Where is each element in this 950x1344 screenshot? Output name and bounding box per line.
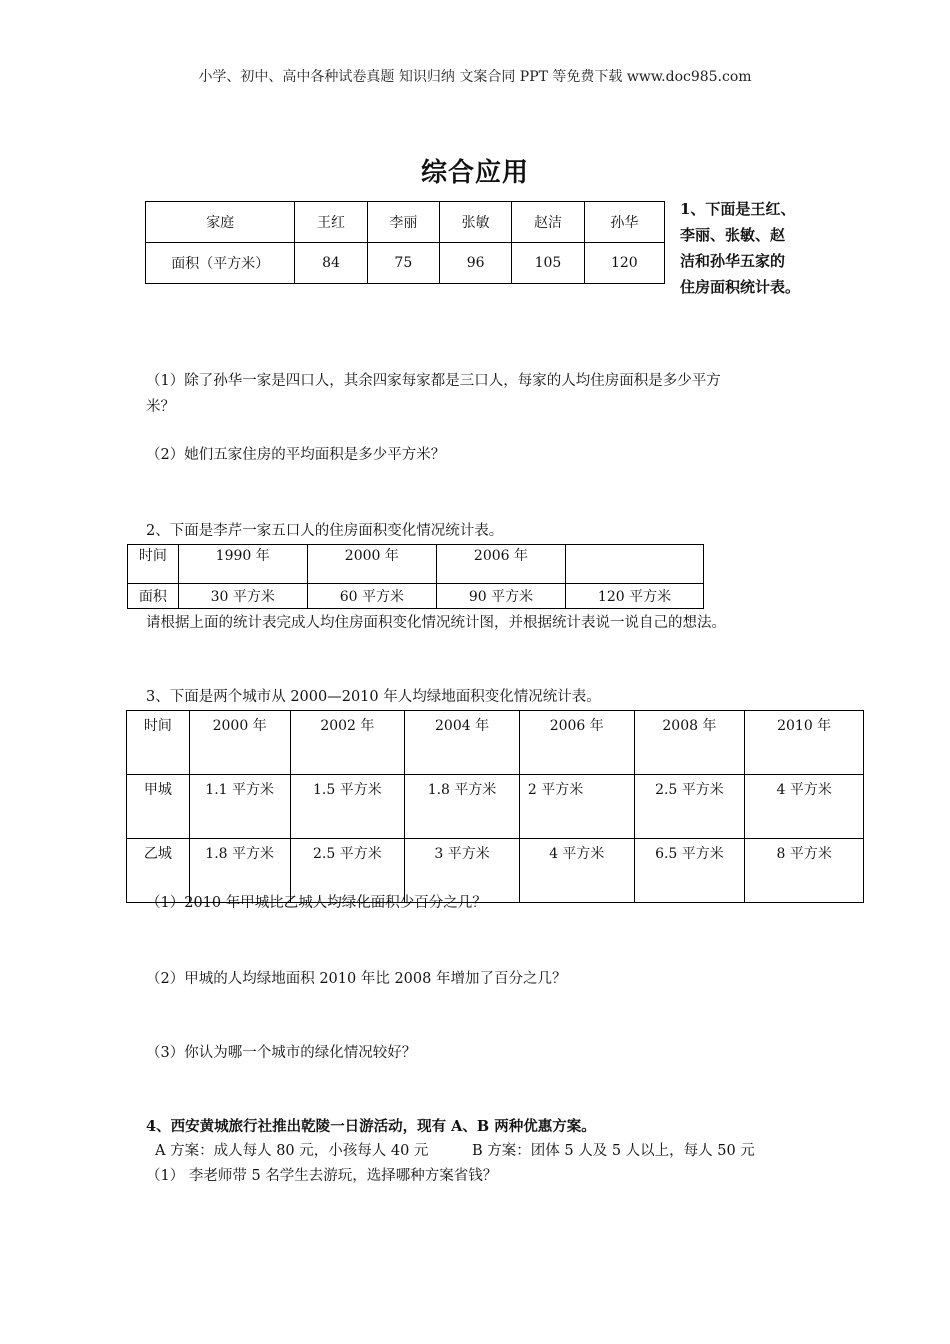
q2-heading: 2、下面是李芹一家五口人的住房面积变化情况统计表。 bbox=[146, 523, 504, 539]
table-row bbox=[146, 243, 665, 284]
table-cell: 4 平方米 bbox=[745, 775, 864, 839]
table-row bbox=[127, 711, 864, 775]
table-cell: 96 bbox=[439, 243, 511, 284]
q4-sub1: （1） 李老师带 5 名学生去游玩，选择哪种方案省钱？ bbox=[146, 1168, 498, 1184]
page-header: 小学、初中、高中各种试卷真题 知识归纳 文案合同 PPT 等免费下载 www.doc985.com bbox=[198, 69, 752, 85]
q3-heading: 3、下面是两个城市从 2000—2010 年人均绿地面积变化情况统计表。 bbox=[146, 689, 601, 705]
q1-heading-line: 住房面积统计表。 bbox=[680, 278, 801, 296]
table-cell: 赵洁 bbox=[512, 202, 584, 243]
q3-sub2: （2）甲城的人均绿地面积 2010 年比 2008 年增加了百分之几？ bbox=[146, 971, 567, 987]
table-cell: 90 平方米 bbox=[436, 584, 565, 609]
page-title: 综合应用 bbox=[420, 158, 529, 188]
table-cell: 3 平方米 bbox=[405, 839, 520, 903]
q3-table bbox=[126, 710, 864, 903]
table-cell: 面积 bbox=[128, 584, 179, 609]
table-row bbox=[127, 775, 864, 839]
table-cell: 60 平方米 bbox=[307, 584, 436, 609]
table-row bbox=[128, 584, 704, 609]
table-cell: 2004 年 bbox=[405, 711, 520, 775]
table-cell: 家庭 bbox=[146, 202, 295, 243]
table-cell: 1.8 平方米 bbox=[405, 775, 520, 839]
q1-heading-line: 洁和孙华五家的 bbox=[680, 252, 786, 270]
table-cell: 120 平方米 bbox=[566, 584, 704, 609]
table-cell: 84 bbox=[295, 243, 367, 284]
q4-plan-b: B 方案：团体 5 人及 5 人以上，每人 50 元 bbox=[472, 1143, 755, 1159]
table-cell: 1.1 平方米 bbox=[189, 775, 290, 839]
table-cell: 120 bbox=[584, 243, 664, 284]
q1-heading-line: 李丽、张敏、赵 bbox=[680, 226, 786, 244]
table-cell: 甲城 bbox=[127, 775, 190, 839]
table-cell: 4 平方米 bbox=[519, 839, 634, 903]
table-cell: 75 bbox=[367, 243, 439, 284]
table-cell: 1.8 平方米 bbox=[189, 839, 290, 903]
table-row bbox=[146, 202, 665, 243]
q4-heading: 4、西安黄城旅行社推出乾陵一日游活动，现有 A、B 两种优惠方案。 bbox=[146, 1118, 596, 1135]
table-cell: 2.5 平方米 bbox=[290, 839, 405, 903]
q3-sub3: （3）你认为哪一个城市的绿化情况较好？ bbox=[146, 1045, 417, 1061]
table-cell: 孙华 bbox=[584, 202, 664, 243]
table-cell: 2000 年 bbox=[307, 545, 436, 584]
table-cell: 2002 年 bbox=[290, 711, 405, 775]
table-cell: 时间 bbox=[127, 711, 190, 775]
q1-heading bbox=[680, 196, 820, 300]
table-cell: 2006 年 bbox=[519, 711, 634, 775]
q1-sub1-line1: （1）除了孙华一家是四口人，其余四家每家都是三口人，每家的人均住房面积是多少平方 bbox=[146, 373, 721, 389]
table-cell: 2006 年 bbox=[436, 545, 565, 584]
table-cell: 105 bbox=[512, 243, 584, 284]
table-cell: 乙城 bbox=[127, 839, 190, 903]
q2-table bbox=[127, 544, 704, 609]
table-cell: 1.5 平方米 bbox=[290, 775, 405, 839]
table-cell: 李丽 bbox=[367, 202, 439, 243]
table-cell: 时间 bbox=[128, 545, 179, 584]
table-row bbox=[128, 545, 704, 584]
q1-sub1 bbox=[146, 368, 826, 420]
table-cell: 8 平方米 bbox=[745, 839, 864, 903]
table-cell: 6.5 平方米 bbox=[634, 839, 745, 903]
q1-table bbox=[145, 201, 665, 284]
q4-plan-a: A 方案：成人每人 80 元，小孩每人 40 元 bbox=[155, 1143, 429, 1159]
table-cell bbox=[566, 545, 704, 584]
table-cell: 30 平方米 bbox=[178, 584, 307, 609]
table-cell: 2008 年 bbox=[634, 711, 745, 775]
table-cell: 张敏 bbox=[439, 202, 511, 243]
q1-sub1-line2: 米？ bbox=[146, 399, 175, 415]
table-cell: 2000 年 bbox=[189, 711, 290, 775]
table-cell: 王红 bbox=[295, 202, 367, 243]
table-cell: 1990 年 bbox=[178, 545, 307, 584]
q3-sub1: （1）2010 年甲城比乙城人均绿化面积少百分之几？ bbox=[146, 895, 487, 911]
table-cell: 2 平方米 bbox=[519, 775, 634, 839]
table-cell: 2.5 平方米 bbox=[634, 775, 745, 839]
q2-instruction: 请根据上面的统计表完成人均住房面积变化情况统计图，并根据统计表说一说自己的想法。 bbox=[146, 615, 726, 631]
q1-heading-line: 1、下面是王红、 bbox=[680, 200, 796, 218]
table-cell: 面积（平方米） bbox=[146, 243, 295, 284]
q1-sub2: （2）她们五家住房的平均面积是多少平方米？ bbox=[146, 447, 446, 463]
table-cell: 2010 年 bbox=[745, 711, 864, 775]
